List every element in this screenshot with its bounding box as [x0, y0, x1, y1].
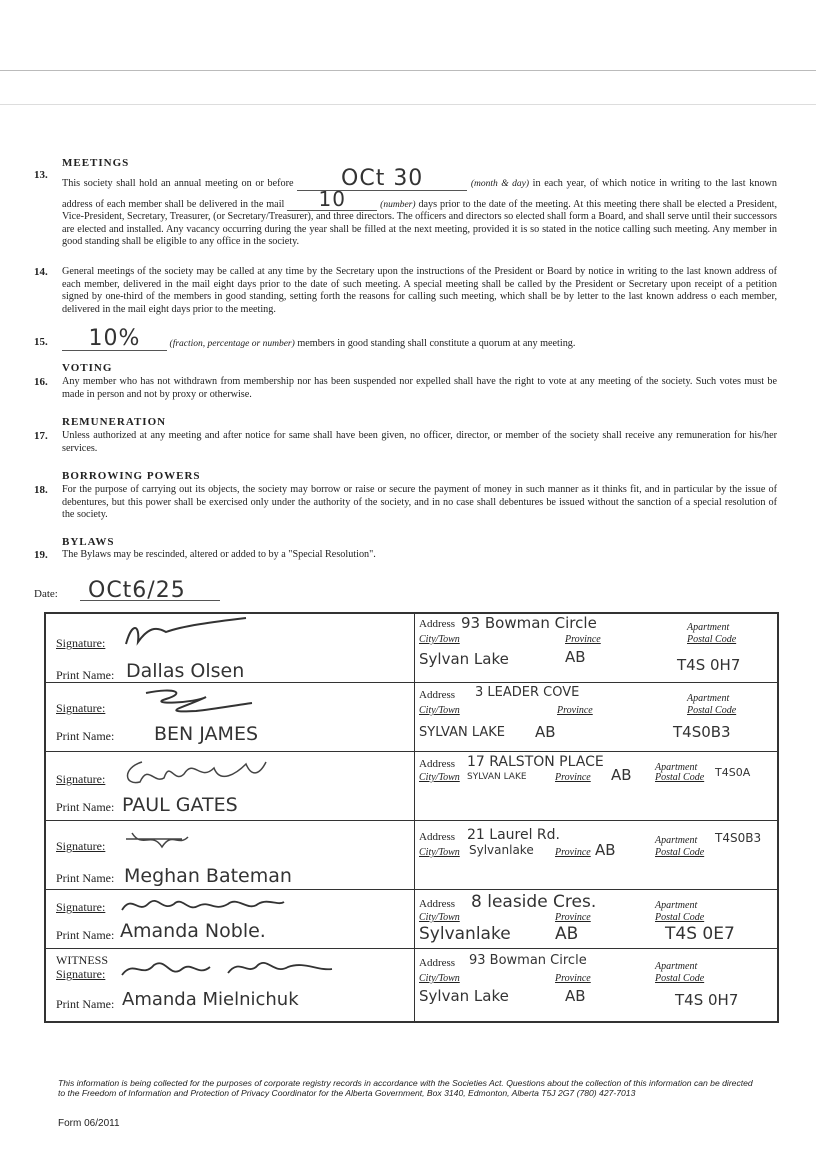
date-value: OCt6/25 [88, 578, 186, 603]
witness-row [45, 949, 778, 1023]
postal-code-label: Postal Code [655, 772, 705, 783]
address-value: 21 Laurel Rd. [467, 827, 560, 843]
quorum-field [62, 326, 167, 351]
clause-17: Unless authorized at any meeting and after notice for same shall have been given, no officer, director, or member of the society shall receive any remuneration for his/her services. [62, 430, 777, 454]
signature-image [136, 685, 256, 719]
postal-code-value: T4S 0H7 [675, 991, 739, 1009]
city-town-label: City/Town [419, 847, 460, 858]
city-value: SYLVAN LAKE [419, 725, 505, 740]
apartment-label: Apartment [687, 693, 730, 704]
signer-row [45, 890, 778, 949]
clause-13-hint-d: (number) [380, 199, 416, 210]
annual-meeting-date: OCt 30 [341, 166, 424, 191]
signer-cell [45, 683, 415, 752]
witness-label: WITNESS [56, 953, 108, 967]
witness-signature-image [118, 953, 338, 983]
clause-13-number: 13. [34, 169, 48, 181]
province-label: Province [565, 634, 601, 645]
postal-code-value: T4S0B3 [673, 723, 731, 741]
form-number: Form 06/2011 [58, 1118, 120, 1129]
postal-code-value: T4S0A [715, 766, 751, 779]
province-value: AB [555, 924, 579, 944]
apartment-label: Apartment [655, 961, 698, 972]
signature-image [122, 616, 252, 650]
clause-13-text-a: This society shall hold an annual meeting on or before [62, 178, 294, 189]
clause-13 [62, 166, 778, 249]
province-label: Province [555, 973, 591, 984]
borrowing-heading: BORROWING POWERS [62, 470, 201, 482]
signature-label: Signature: [56, 839, 106, 853]
address-value: 8 leaside Cres. [471, 892, 597, 912]
clause-19: The Bylaws may be rescinded, altered or added to by a "Special Resolution". [62, 549, 376, 560]
postal-code-label: Postal Code [655, 973, 705, 984]
print-name-label: Print Name: [56, 928, 115, 942]
signer-cell [45, 752, 415, 821]
clause-17-number: 17. [34, 430, 48, 442]
clause-18: For the purpose of carrying out its objects, the society may borrow or raise or secure the payment of money in such manner as it thinks fit, and in particular by the issue of debentures, but this power shall be exercised only under the authority of the society, and in no case shall debentures be issued without the sanction of a special resolution of the society. [62, 484, 777, 521]
address-cell [415, 752, 779, 821]
apartment-label: Apartment [655, 900, 698, 911]
privacy-notice: This information is being collected for the purposes of corporate registry records in accordance with the Societies Act. Questions about the collection of this information can be directed to the Freedom of Information and Protection of Privacy Coordinator for the Alberta Government, Box 3140, Edmonton, Alberta T5J 2G7 (780) 427-7013 [58, 1078, 753, 1098]
signature-image [118, 890, 288, 920]
province-label: Province [555, 847, 591, 858]
signature-image [122, 829, 202, 853]
clause-15 [62, 326, 777, 351]
print-name-label: Print Name: [56, 729, 115, 743]
city-value: Sylvanlake [419, 924, 511, 944]
clause-14-number: 14. [34, 266, 48, 278]
address-value: 17 RALSTON PLACE [467, 754, 604, 770]
clause-14: General meetings of the society may be called at any time by the Secretary upon the instructions of the President or Board by notice in writing to the last known address of each member, delivered in the mail eight days prior to the date of such meeting. A special meeting shall be called by the President or Secretary upon receipt of a petition signed by one-third of the members in good standing, setting forth the reasons for calling such meeting, which shall be by letter to the last known address o each member, delivered in the mail eight days prior to the meeting. [62, 266, 777, 315]
scan-edge-shadow [0, 104, 816, 105]
city-town-label: City/Town [419, 973, 460, 984]
clause-16: Any member who has not withdrawn from membership nor has been suspended nor expelled shall have the right to vote at any meeting of the society. Such votes must be made in person and not by proxy or otherwise. [62, 376, 777, 400]
address-label: Address [419, 957, 456, 969]
signer-row [45, 683, 778, 752]
city-value: Sylvan Lake [419, 987, 509, 1005]
print-name-label: Print Name: [56, 871, 115, 885]
province-label: Province [557, 705, 593, 716]
address-cell [415, 821, 779, 890]
province-value: AB [595, 841, 616, 859]
postal-code-value: T4S 0E7 [665, 924, 735, 944]
signer-cell [45, 613, 415, 683]
apartment-label: Apartment [655, 762, 698, 773]
print-name-value: BEN JAMES [154, 723, 259, 745]
signature-label: Signature: [56, 967, 106, 981]
province-value: AB [611, 766, 632, 784]
clause-16-number: 16. [34, 376, 48, 388]
notice-days-field [287, 186, 377, 212]
voting-heading: VOTING [62, 362, 113, 374]
print-name-value: Amanda Noble. [120, 920, 266, 942]
signer-row [45, 752, 778, 821]
address-label: Address [419, 758, 456, 770]
province-value: AB [565, 987, 586, 1005]
city-town-label: City/Town [419, 705, 460, 716]
witness-cell [45, 949, 415, 1023]
signature-label: Signature: [56, 772, 106, 786]
address-cell [415, 613, 779, 683]
print-name-label: Print Name: [56, 668, 115, 682]
province-value: AB [565, 648, 586, 666]
postal-code-value: T4S 0H7 [677, 656, 741, 674]
signer-cell [45, 890, 415, 949]
print-name-value: PAUL GATES [122, 794, 238, 816]
clause-13-hint-a: (month & day) [470, 179, 529, 189]
city-town-label: City/Town [419, 772, 460, 783]
address-value: 93 Bowman Circle [461, 614, 597, 632]
print-name-value: Meghan Bateman [124, 865, 292, 887]
remuneration-heading: REMUNERATION [62, 416, 167, 428]
clause-18-number: 18. [34, 484, 48, 496]
address-value: 93 Bowman Circle [469, 953, 587, 968]
bylaws-heading: BYLAWS [62, 536, 115, 548]
signature-label: Signature: [56, 701, 106, 715]
postal-code-label: Postal Code [655, 847, 705, 858]
address-label: Address [419, 898, 456, 910]
witness-print-name-value: Amanda Mielnichuk [122, 989, 299, 1010]
print-name-label: Print Name: [56, 800, 115, 814]
clause-15-number: 15. [34, 336, 48, 348]
city-value: Sylvan Lake [419, 650, 509, 668]
address-cell [415, 890, 779, 949]
apartment-label: Apartment [687, 622, 730, 633]
clause-13-text-c: in each year, of which notice in writing to the last known address of each member shall be delivered in the mail [62, 178, 777, 210]
scan-edge-top [0, 70, 816, 71]
postal-code-label: Postal Code [687, 705, 737, 716]
clause-15-hint: (fraction, percentage or number) [169, 339, 295, 349]
signer-row [45, 613, 778, 683]
clause-15-text: members in good standing shall constitute a quorum at any meeting. [297, 338, 576, 349]
print-name-value: Dallas Olsen [126, 660, 245, 682]
address-label: Address [419, 618, 456, 630]
city-value: SYLVAN LAKE [467, 772, 527, 782]
province-label: Province [555, 912, 591, 923]
notice-days: 10 [318, 186, 346, 211]
signer-cell [45, 821, 415, 890]
address-label: Address [419, 689, 456, 701]
province-value: AB [535, 723, 556, 741]
clause-19-number: 19. [34, 549, 48, 561]
address-value: 3 LEADER COVE [475, 685, 580, 700]
city-town-label: City/Town [419, 912, 460, 923]
city-town-label: City/Town [419, 634, 460, 645]
date-label: Date: [34, 588, 58, 600]
signatures-table [44, 612, 779, 1023]
witness-address-cell [415, 949, 779, 1023]
print-name-label: Print Name: [56, 997, 115, 1011]
signature-image [120, 754, 270, 790]
signature-label: Signature: [56, 636, 106, 650]
address-cell [415, 683, 779, 752]
signature-label: Signature: [56, 900, 106, 914]
apartment-label: Apartment [655, 835, 698, 846]
clause-13-text-e: days prior to the date of the meeting. At this meeting there shall be elected a President, Vice-President, Secretary, Treasurer, (or Secretary/Treasurer), and three directors. The officers and directors so elected shall form a Board, and shall serve until their successors are elected and installed. Any vacancy occurring during the year shall be filled at the next meeting, provided it is so stated in the notice calling such meeting. Any member in good standing shall be eligible to any office in the society. [62, 198, 778, 248]
quorum-value: 10% [88, 326, 141, 351]
meetings-heading: MEETINGS [62, 157, 130, 169]
city-value: Sylvanlake [469, 843, 534, 857]
postal-code-label: Postal Code [655, 912, 705, 923]
signer-row [45, 821, 778, 890]
province-label: Province [555, 772, 591, 783]
address-label: Address [419, 831, 456, 843]
postal-code-label: Postal Code [687, 634, 737, 645]
postal-code-value: T4S0B3 [715, 831, 762, 845]
